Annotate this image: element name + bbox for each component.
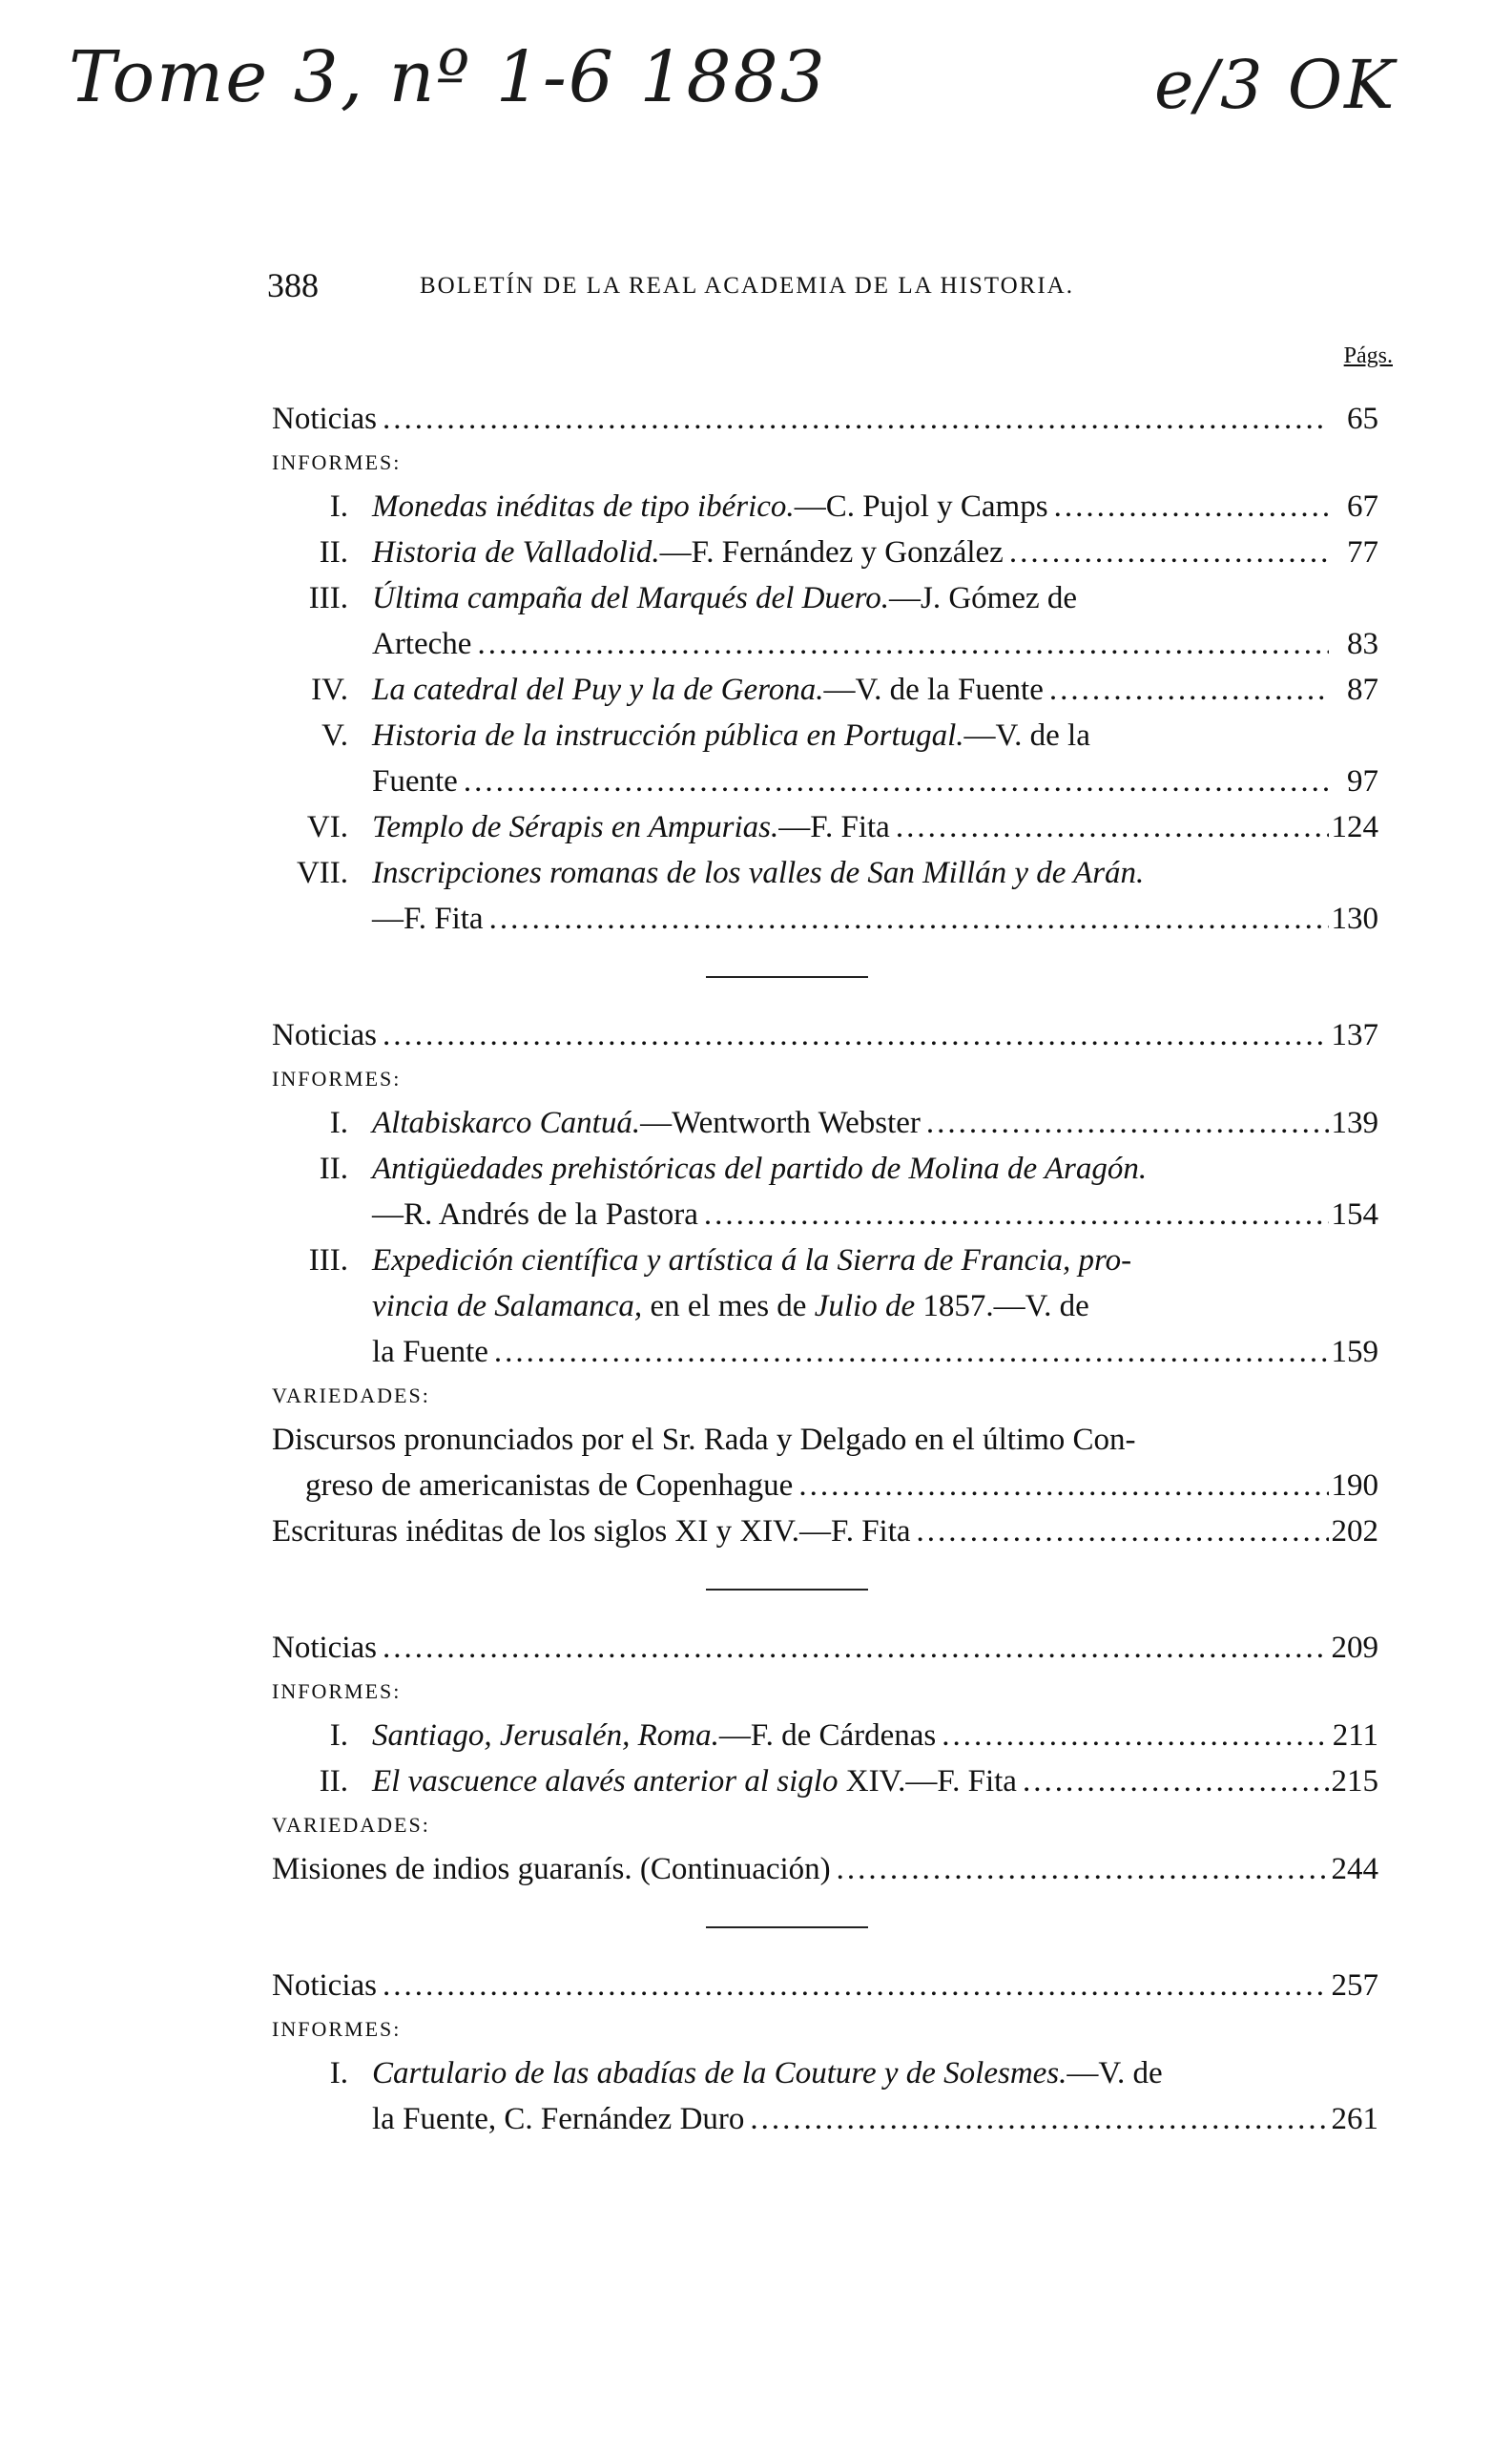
section-divider xyxy=(706,1926,868,1928)
toc-variedad: Discursos pronunciados por el Sr. Rada y Delgado en el último Con- xyxy=(272,1423,1136,1457)
table-of-contents xyxy=(272,396,1378,2142)
toc-entry-continuation: la Fuente ..... 159 xyxy=(272,1329,1378,1375)
toc-entry: III. Última campaña del Marqués del Duero.—J. Gómez de xyxy=(308,581,1078,615)
toc-block-1 xyxy=(272,396,1378,942)
page-ref: 97 xyxy=(1347,764,1378,799)
toc-noticias xyxy=(272,1963,1378,2008)
toc-noticias xyxy=(272,396,1378,442)
toc-entry: I. Santiago, Jerusalén, Roma.—F. de Cárdenas ..... 211 xyxy=(272,1713,1378,1758)
page-ref: 215 xyxy=(1331,1764,1378,1799)
toc-entry: I. Monedas inéditas de tipo ibérico.—C. Pujol y Camps ..... 67 xyxy=(272,484,1378,530)
pags-label: Págs. xyxy=(1343,343,1393,368)
toc-entry: VII. Inscripciones romanas de los valles de San Millán y de Arán. xyxy=(296,856,1145,890)
page-ref: 83 xyxy=(1347,627,1378,661)
noticias-title: Noticias xyxy=(272,1631,377,1665)
page-number: 388 xyxy=(267,266,319,304)
section-label-informes: INFORMES: xyxy=(272,2017,402,2041)
page-ref: 257 xyxy=(1331,1968,1378,2003)
section-divider xyxy=(706,1589,868,1591)
page-ref: 124 xyxy=(1331,810,1378,844)
toc-entry-continuation: Arteche ..... 83 xyxy=(272,621,1378,667)
toc-entry: II. Historia de Valladolid.—F. Fernández y González ..... 77 xyxy=(272,530,1378,575)
toc-entry-continuation: —F. Fita ..... 130 xyxy=(272,896,1378,942)
toc-entry: II. Antigüedades prehistóricas del partido de Molina de Aragón. xyxy=(319,1152,1148,1186)
page-ref: 244 xyxy=(1331,1852,1378,1886)
section-label-informes: INFORMES: xyxy=(272,1679,402,1703)
toc-entry: V. Historia de la instrucción pública en Portugal.—V. de la xyxy=(321,718,1090,753)
page-ref: 130 xyxy=(1331,902,1378,936)
toc-block-2 xyxy=(272,1012,1378,1554)
noticias-title: Noticias xyxy=(272,1968,377,2003)
page-ref: 77 xyxy=(1347,535,1378,570)
section-divider xyxy=(706,976,868,978)
page-ref: 87 xyxy=(1347,673,1378,707)
section-label-informes: INFORMES: xyxy=(272,1067,402,1091)
page-ref: 137 xyxy=(1331,1018,1378,1052)
noticias-title: Noticias xyxy=(272,402,377,436)
page-ref: 261 xyxy=(1331,2102,1378,2136)
section-label-informes: INFORMES: xyxy=(272,450,402,474)
toc-entry-continuation: —R. Andrés de la Pastora ..... 154 xyxy=(272,1192,1378,1237)
toc-variedad: Misiones de indios guaranís. (Continuación) ..... 244 xyxy=(272,1846,1378,1892)
toc-block-3 xyxy=(272,1625,1378,1892)
running-title: BOLETÍN DE LA REAL ACADEMIA DE LA HISTORIA. xyxy=(420,273,1074,299)
toc-entry: I. Cartulario de las abadías de la Couture y de Solesmes.—V. de xyxy=(329,2056,1163,2090)
page-ref: 209 xyxy=(1331,1631,1378,1665)
toc-variedad-continuation: greso de americanistas de Copenhague ..... 190 xyxy=(272,1463,1378,1508)
page-ref: 139 xyxy=(1331,1106,1378,1140)
page-ref: 202 xyxy=(1331,1514,1378,1549)
page-ref: 211 xyxy=(1332,1718,1378,1753)
toc-entry-continuation: la Fuente, C. Fernández Duro ..... 261 xyxy=(272,2096,1378,2142)
toc-variedad: Escrituras inéditas de los siglos XI y XIV.—F. Fita ..... 202 xyxy=(272,1508,1378,1554)
section-label-variedades: VARIEDADES: xyxy=(272,1813,430,1837)
toc-entry-continuation: vincia de Salamanca, en el mes de Julio de 1857.—V. de xyxy=(372,1289,1089,1323)
toc-entry: VI. Templo de Sérapis en Ampurias.—F. Fita ..... 124 xyxy=(272,804,1378,850)
noticias-title: Noticias xyxy=(272,1018,377,1052)
toc-entry: I. Altabiskarco Cantuá.—Wentworth Webster ..... 139 xyxy=(272,1100,1378,1146)
toc-entry: IV. La catedral del Puy y la de Gerona.—V. de la Fuente ..... 87 xyxy=(272,667,1378,713)
handwritten-annotation-right: e/3 OK xyxy=(1154,46,1397,124)
toc-noticias xyxy=(272,1625,1378,1671)
page-ref: 65 xyxy=(1347,402,1378,436)
toc-entry: III. Expedición científica y artística á la Sierra de Francia, pro- xyxy=(308,1243,1132,1278)
page-ref: 159 xyxy=(1331,1335,1378,1369)
toc-block-4 xyxy=(272,1963,1378,2142)
page-ref: 67 xyxy=(1347,489,1378,524)
section-label-variedades: VARIEDADES: xyxy=(272,1383,430,1407)
toc-noticias xyxy=(272,1012,1378,1058)
page-ref: 154 xyxy=(1331,1197,1378,1232)
handwritten-annotation-left: Tome 3, nº 1-6 1883 xyxy=(69,36,827,118)
page-header xyxy=(267,265,1393,368)
page-ref: 190 xyxy=(1331,1468,1378,1503)
toc-entry-continuation: Fuente ..... 97 xyxy=(272,759,1378,804)
toc-entry: II. El vascuence alavés anterior al siglo XIV.—F. Fita ..... 215 xyxy=(272,1758,1378,1804)
